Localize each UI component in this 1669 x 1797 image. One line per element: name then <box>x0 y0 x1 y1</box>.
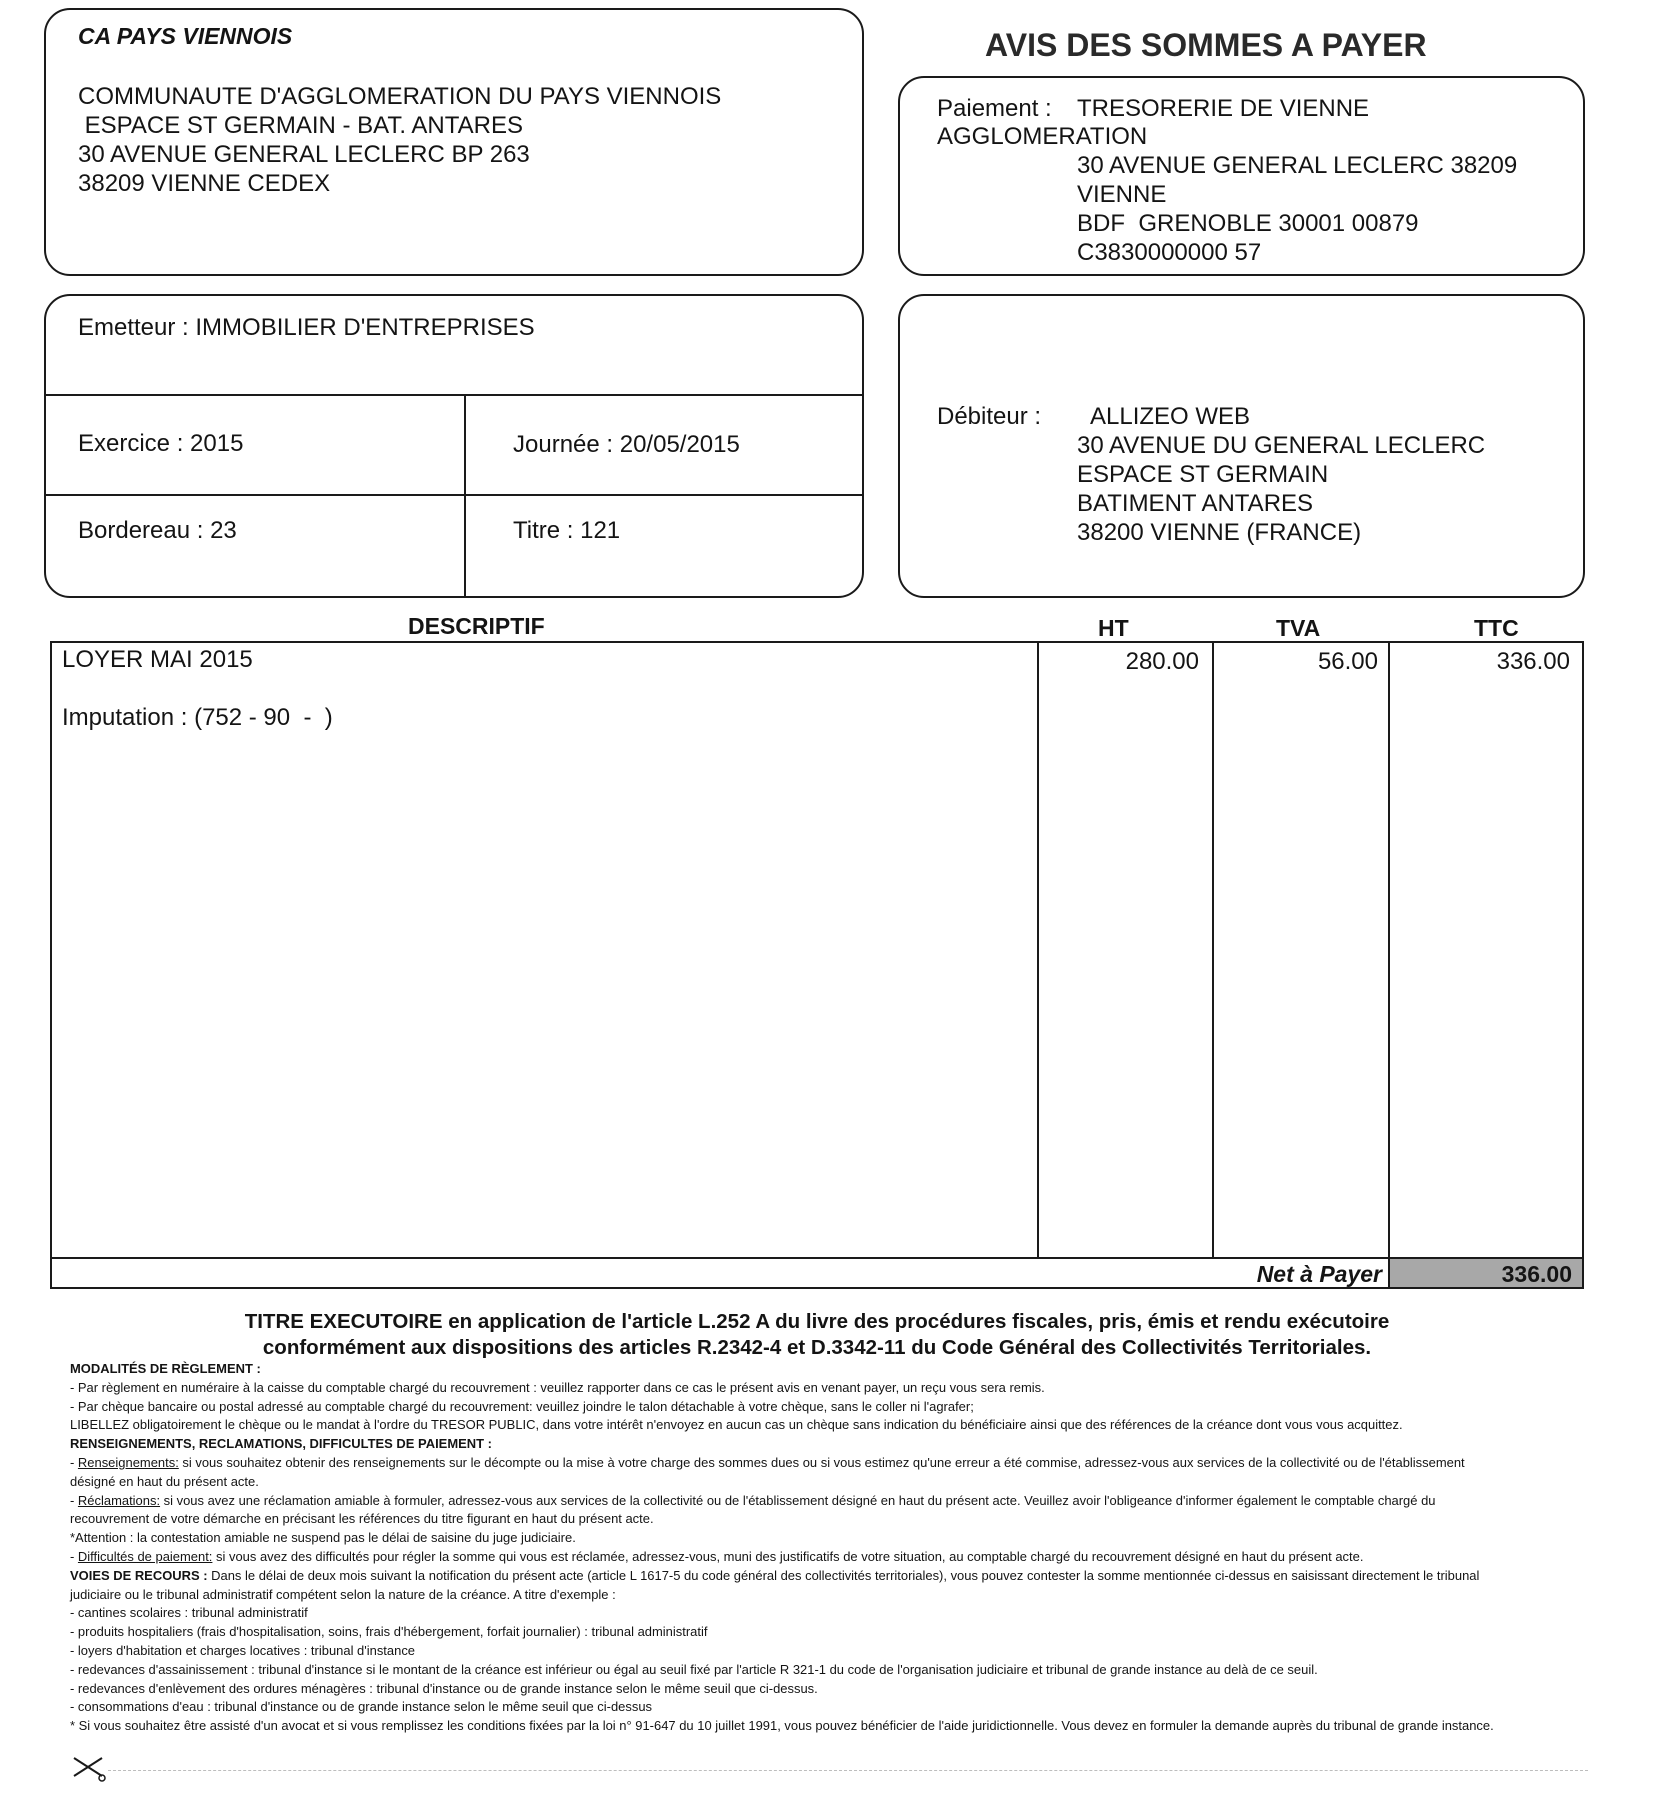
modalites-2: - Par chèque bancaire ou postal adressé au comptable chargé du recouvrement: veuillez joindre le talon détachable à votre chèque, sans le coller ni l'agrafer; <box>70 1398 974 1414</box>
header-ttc: TTC <box>1474 615 1519 641</box>
payment-line-3: BDF GRENOBLE 30001 00879 <box>1077 210 1419 237</box>
recl-text: si vous avez une réclamation amiable à formuler, adressez-vous aux services de la collectivité ou de l'établissement désigné en haut du présent acte. Veuillez avoir l'obligeance d'informer également le comptable chargé du <box>160 1492 1436 1508</box>
recours-item-5: - redevances d'enlèvement des ordures ménagères : tribunal d'instance ou de grande instance selon le même seuil que ci-dessus. <box>70 1680 818 1696</box>
voies-title: VOIES DE RECOURS : <box>70 1567 208 1583</box>
row-tva: 56.00 <box>1317 648 1378 675</box>
legal-heading-rest: en application de l'article L.252 A du livre des procédures fiscales, pris, émis et rendu exécutoire <box>442 1310 1390 1333</box>
modalites-1: - Par règlement en numéraire à la caisse du comptable chargé du recouvrement : veuillez rapporter dans ce cas le présent avis en venant payer, un reçu vous sera remis. <box>70 1379 1045 1395</box>
payment-name-cont: AGGLOMERATION <box>937 123 1148 150</box>
issuer-line-2: ESPACE ST GERMAIN - BAT. ANTARES <box>78 112 523 139</box>
header-ht: HT <box>1098 615 1129 641</box>
payment-box <box>898 76 1585 276</box>
recours-item-2: - produits hospitaliers (frais d'hospitalisation, soins, frais d'hébergement, forfait journalier) : tribunal administratif <box>70 1624 708 1640</box>
journee-field: Journée : 20/05/2015 <box>513 431 740 458</box>
renseignements-para: - Renseignements: si vous souhaitez obtenir des renseignements sur le décompte ou la mise à votre charge des sommes dues ou si vous estimez qu'une erreur a été commise, adressez-vous aux services de la collectivité ou de l'établissement <box>70 1454 1465 1470</box>
header-descriptif: DESCRIPTIF <box>408 613 545 639</box>
charges-table <box>50 641 1584 1289</box>
recours-item-6: - consommations d'eau : tribunal d'instance ou de grande instance selon le même seuil que ci-dessus <box>70 1699 653 1715</box>
debtor-box <box>898 294 1585 598</box>
payment-line-1: 30 AVENUE GENERAL LECLERC 38209 <box>1077 152 1518 179</box>
emitter-divider-1 <box>46 394 862 396</box>
legal-small-print <box>70 1360 1590 1736</box>
attention-note: *Attention : la contestation amiable ne suspend pas le délai de saisine du juge judiciaire. <box>70 1530 576 1546</box>
row-desc: LOYER MAI 2015 <box>62 646 253 673</box>
header-tva: TVA <box>1276 615 1321 641</box>
emitter-box <box>44 294 864 598</box>
issuer-box <box>44 8 864 276</box>
row-ht: 280.00 <box>1125 648 1199 675</box>
rens-text: si vous souhaitez obtenir des renseignements sur le décompte ou la mise à votre charge des sommes dues ou si vous estimez qu'une erreur a été commise, adressez-vous aux services de la collectivité ou de l'établissement <box>178 1454 1465 1470</box>
exercice-field: Exercice : 2015 <box>78 430 244 457</box>
renseignements-title: RENSEIGNEMENTS, RECLAMATIONS, DIFFICULTES DE PAIEMENT : <box>70 1436 492 1452</box>
recours-item-1: - cantines scolaires : tribunal administratif <box>70 1605 308 1621</box>
payment-line-4: C3830000000 57 <box>1077 239 1262 266</box>
row-ttc: 336.00 <box>1496 648 1570 675</box>
cut-line <box>108 1770 1588 1771</box>
row-imputation: Imputation : (752 - 90 - ) <box>62 704 333 731</box>
modalites-3: LIBELLEZ obligatoirement le chèque ou le mandat à l'ordre du TRESOR PUBLIC, dans votre intérêt n'envoyez en aucun cas un chèque sans indication du bénéficiaire ainsi que des références de la créance dont vous vous acquittez. <box>70 1417 1403 1433</box>
rens-label: Renseignements: <box>77 1454 179 1470</box>
difficultes-para: - Difficultés de paiement: si vous avez des difficultés pour régler la somme qui vous est réclamée, adressez-vous, muni des justificatifs de votre situation, au comptable chargé du recouvrement désigné en haut du présent acte. <box>70 1548 1364 1564</box>
titre-executoire: TITRE EXECUTOIRE <box>244 1310 443 1333</box>
col-divider-tva <box>1212 643 1214 1257</box>
recours-item-4: - redevances d'assainissement : tribunal d'instance si le montant de la créance est inférieur ou égal au seuil fixé par l'article R 321-1 du code de l'organisation judiciaire et tribunal de grande instance au delà de ce seuil. <box>70 1661 1318 1677</box>
emitter-divider-2 <box>46 494 862 496</box>
debtor-line-4: BATIMENT ANTARES <box>1077 490 1314 517</box>
diff-text: si vous avez des difficultés pour régler la somme qui vous est réclamée, adressez-vous, muni des justificatifs de votre situation, au comptable chargé du recouvrement désigné en haut du présent acte. <box>212 1548 1364 1564</box>
issuer-line-4: 38209 VIENNE CEDEX <box>78 170 331 197</box>
voies-text: Dans le délai de deux mois suivant la notification du présent acte (article L 1617-5 du code général des collectivités territoriales), vous pouvez contester la somme mentionnée ci-dessus en saisissant directement le tribunal <box>207 1567 1480 1583</box>
net-label: Net à Payer <box>1256 1261 1382 1287</box>
payment-line-2: VIENNE <box>1077 181 1167 208</box>
recl-label: Réclamations: <box>77 1492 161 1508</box>
recours-item-3: - loyers d'habitation et charges locatives : tribunal d'instance <box>70 1642 416 1658</box>
diff-label: Difficultés de paiement: <box>77 1548 213 1564</box>
debtor-line-2: 30 AVENUE DU GENERAL LECLERC <box>1077 432 1486 459</box>
debtor-line-1: ALLIZEO WEB <box>1090 403 1251 430</box>
emitter-divider-v <box>464 394 466 596</box>
debtor-line-3: ESPACE ST GERMAIN <box>1077 461 1329 488</box>
avocat-note: * Si vous souhaitez être assisté d'un avocat et si vous remplissez les conditions fixées par la loi n° 91-647 du 10 juillet 1991, vous pouvez bénéficier de l'aide juridictionnelle. Vous devez en formuler la demande auprès du tribunal de grande instance. <box>70 1718 1494 1734</box>
net-value: 336.00 <box>1501 1261 1572 1287</box>
legal-heading-line-1 <box>50 1309 1584 1335</box>
col-divider-ht <box>1037 643 1039 1257</box>
modalites-title: MODALITÉS DE RÈGLEMENT : <box>70 1361 261 1376</box>
scissors-icon <box>72 1752 106 1782</box>
emitter-label: Emetteur : IMMOBILIER D'ENTREPRISES <box>78 314 535 341</box>
debtor-label: Débiteur : <box>937 403 1042 430</box>
payment-label: Paiement : <box>937 95 1052 122</box>
issuer-line-3: 30 AVENUE GENERAL LECLERC BP 263 <box>78 141 530 168</box>
payment-name: TRESORERIE DE VIENNE <box>1077 95 1370 122</box>
issuer-short-name: CA PAYS VIENNOIS <box>78 23 293 49</box>
rens-text-2: désigné en haut du présent acte. <box>70 1473 259 1489</box>
debtor-line-5: 38200 VIENNE (FRANCE) <box>1077 519 1362 546</box>
legal-heading <box>50 1309 1584 1361</box>
titre-field: Titre : 121 <box>513 517 621 544</box>
voies-text-2: judiciaire ou le tribunal administratif compétent selon la nature de la créance. A titre d'exemple : <box>70 1586 616 1602</box>
reclamations-para: - Réclamations: si vous avez une réclamation amiable à formuler, adressez-vous aux services de la collectivité ou de l'établissement désigné en haut du présent acte. Veuillez avoir l'obligeance d'informer également le comptable chargé du <box>70 1492 1436 1508</box>
recl-text-2: recouvrement de votre démarche en précisant les références du titre figurant en haut du présent acte. <box>70 1511 654 1527</box>
voies-para <box>70 1567 1585 1586</box>
col-divider-ttc <box>1388 643 1390 1287</box>
bordereau-field: Bordereau : 23 <box>78 517 237 544</box>
page-title: AVIS DES SOMMES A PAYER <box>985 27 1427 63</box>
issuer-line-1: COMMUNAUTE D'AGGLOMERATION DU PAYS VIENNOIS <box>78 83 722 110</box>
net-row-divider <box>52 1257 1582 1259</box>
legal-heading-line-2: conformément aux dispositions des articles R.2342-4 et D.3342-11 du Code Général des Collectivités Territoriales. <box>262 1336 1372 1359</box>
